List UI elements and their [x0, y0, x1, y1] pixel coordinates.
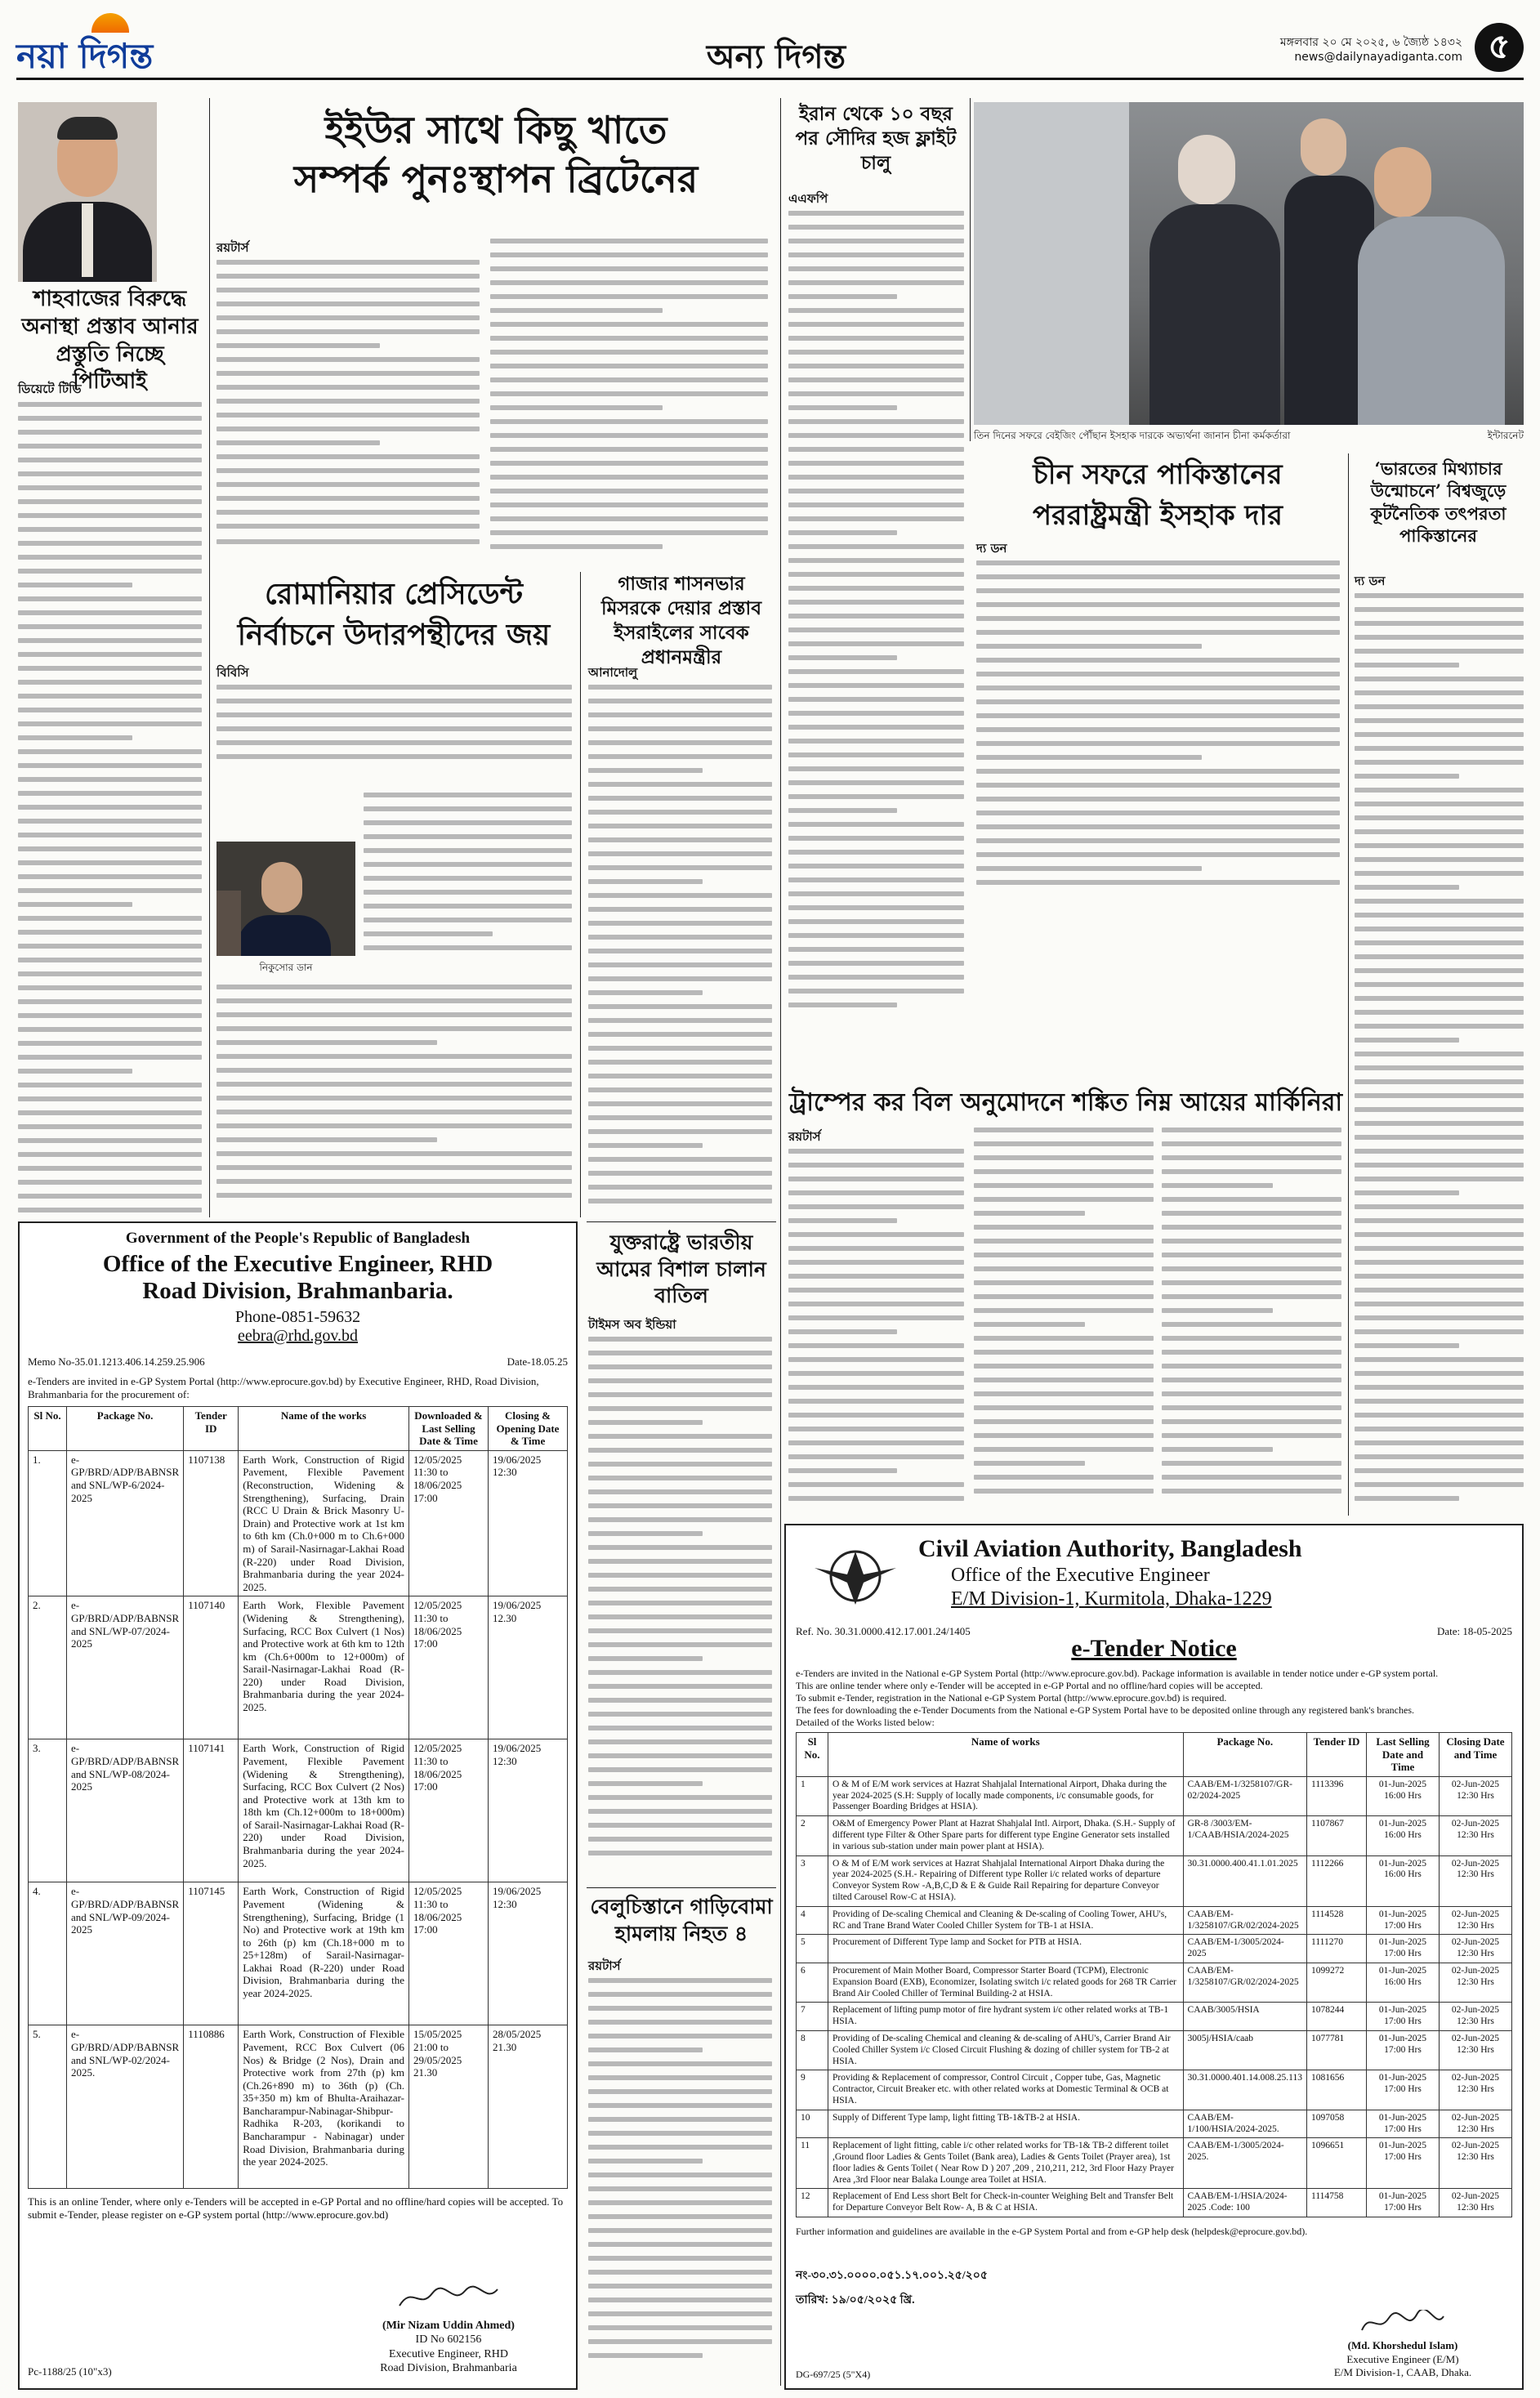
- masthead: [16, 8, 1524, 74]
- caab-row-works: O & M of E/M work services at Hazrat Shahjalal International Airport, Dhaka during the year 2024-2025 (S.H: Supply of locally made components, i/c consumable goods, for Passenger Boarding Bridges at HSIA).: [828, 1776, 1184, 1815]
- caab-row-sl: 6: [797, 1963, 828, 2002]
- rhd-row-downloaded: 12/05/2025 11:30 to 18/06/2025 17:00: [409, 1450, 489, 1596]
- table-row: [797, 1963, 1512, 2002]
- trump-body-col-3: [1162, 1128, 1341, 1516]
- caab-office: Office of the Executive Engineer: [951, 1565, 1210, 1586]
- caab-intro-4: The fees for downloading the e-Tender Documents from the National e-GP System Portal have to be deposited online through any registered bank's branches.: [796, 1704, 1414, 1716]
- caab-row-sl: 7: [797, 2003, 828, 2031]
- india-body: [1355, 593, 1524, 1516]
- photo-person-right-body: [1358, 217, 1505, 425]
- table-row: [29, 1596, 568, 1739]
- table-row: [797, 2138, 1512, 2189]
- romania-photo-crowd: [216, 891, 241, 956]
- dar-beijing-photo: [974, 102, 1524, 425]
- issue-date: মঙ্গলবার ২০ মে ২০২৫, ৬ জ্যৈষ্ঠ ১৪৩২: [1279, 36, 1462, 49]
- caab-row-sl: 2: [797, 1816, 828, 1855]
- romania-headline-1: রোমানিয়ার প্রেসিডেন্ট: [265, 577, 523, 611]
- caab-row-works: O & M of E/M work services at Hazrat Shahjalal International Airport Dhaka during the year 2024-2025 (S.H.- Repairing of Different type Roller i/c related works of departure Conveyor System Row -A,B,C,D & E & Guide Rail Repairing for departure Conveyor tilted Carousel Row-C at HSIA).: [828, 1855, 1184, 1906]
- romania-photo-face: [261, 862, 302, 913]
- rhd-row-works: Earth Work, Construction of Rigid Pavement, Flexible Pavement (Widening & Strengthening), Surfacing, RCC Box Culvert (2 Nos) and Protective work at 13th km to 18th km (Ch.12+000m to 18+000m) of Sarail-Nasirnagar-Lakhai Road (R-220) under Road Division, Brahmanbaria during the year 2024-2025.: [239, 1739, 409, 1882]
- caab-row-works: O&M of Emergency Power Plant at Hazrat Shahjalal Intl. Airport, Dhaka. (S.H.- Supply of different type Filter & Other Spare parts for different type Engine Generator sets installed in various sub-station under main power plant at HSIA).: [828, 1816, 1184, 1855]
- caab-logo: [810, 1535, 900, 1617]
- rhd-col-package: Package No.: [67, 1407, 184, 1451]
- photo-person-left-head: [1178, 135, 1235, 205]
- rhd-signer-title: Executive Engineer, RHD: [388, 2347, 508, 2360]
- romania-body-bottom: [216, 985, 572, 1213]
- rhd-office-1: Office of the Executive Engineer, RHD: [102, 1251, 493, 1277]
- uk-body-col-1: [216, 260, 480, 538]
- caab-signer-place: E/M Division-1, CAAB, Dhaka.: [1333, 2365, 1472, 2378]
- caab-row-tender-id: 1107867: [1307, 1816, 1367, 1855]
- caab-col-sl: Sl No.: [797, 1733, 828, 1777]
- gaza-body: [588, 685, 772, 1216]
- rhd-row-sl: 4.: [29, 1882, 67, 2025]
- caab-row-tender-id: 1077781: [1307, 2030, 1367, 2070]
- balochistan-body: [588, 1978, 772, 2387]
- caab-col-package: Package No.: [1183, 1733, 1306, 1777]
- china-byline: দ্য ডন: [976, 541, 1007, 556]
- caab-row-package: CAAB/EM-1/HSIA/2024-2025 .Code: 100: [1183, 2189, 1306, 2217]
- caab-intro-2: This are online tender where only e-Tender will be accepted in e-GP Portal and no offline/hard copies will be accepted.: [796, 1680, 1263, 1691]
- caab-row-last-selling: 01-Jun-2025 17:00 Hrs: [1367, 1906, 1440, 1935]
- caab-bn-ref: নং-৩০.৩১.০০০০.০৫১.১৭.০০১.২৫/২০৫: [796, 2270, 988, 2283]
- table-row: [797, 1816, 1512, 1855]
- caab-row-closing: 02-Jun-2025 12:30 Hrs: [1440, 2110, 1512, 2138]
- caab-row-tender-id: 1099272: [1307, 1963, 1367, 2002]
- rhd-row-package: e-GP/BRD/ADP/BABNSR and SNL/WP-6/2024-2025: [67, 1450, 184, 1596]
- section-rule-balochistan: [587, 1887, 776, 1888]
- caab-row-works: Replacement of End Less short Belt for Check-in-counter Weighing Belt and Transfer Belt for Departure Conveyor Belt Row- A, B & C at HSIA.: [828, 2189, 1184, 2217]
- caab-row-sl: 11: [797, 2138, 828, 2189]
- india-byline: দ্য ডন: [1355, 574, 1386, 588]
- caab-col-closing: Closing Date and Time: [1440, 1733, 1512, 1777]
- gaza-byline: আনাদোলু: [588, 665, 638, 680]
- dar-photo-caption: তিন দিনের সফরে বেইজিং পৌঁছান ইসহাক দারকে অভ্যর্থনা জানান চীনা কর্মকর্তারা: [974, 430, 1291, 441]
- caab-date: Date: 18-05-2025: [1436, 1625, 1512, 1637]
- romania-byline: বিবিসি: [216, 665, 249, 680]
- left-story-headline: শাহবাজের বিরুদ্ধে অনাস্থা প্রস্তাব আনার প্রস্তুতি নিচ্ছে পিটিআই: [21, 287, 199, 395]
- caab-row-closing: 02-Jun-2025 12:30 Hrs: [1440, 1963, 1512, 2002]
- rhd-col-closing: Closing & Opening Date & Time: [489, 1407, 568, 1451]
- uk-byline: রয়টার্স: [216, 240, 249, 255]
- table-row: [29, 2025, 568, 2189]
- uk-headline-2: সম্পর্ক পুনঃস্থাপন ব্রিটেনের: [293, 157, 699, 201]
- gaza-headline: গাজার শাসনভার মিসরকে দেয়ার প্রস্তাব ইসরাইলের সাবেক প্রধানমন্ত্রীর: [600, 573, 761, 668]
- rhd-row-sl: 3.: [29, 1739, 67, 1882]
- rhd-col-tender-id: Tender ID: [184, 1407, 239, 1451]
- left-story-body: [18, 402, 202, 1219]
- trump-headline: ট্রাম্পের কর বিল অনুমোদনে শঙ্কিত নিম্ন আয়ের মার্কিনিরা: [788, 1088, 1343, 1117]
- caab-row-package: CAAB/EM-1/3005/2024-2025: [1183, 1935, 1306, 1963]
- rhd-row-downloaded: 12/05/2025 11:30 to 18/06/2025 17:00: [409, 1882, 489, 2025]
- caab-row-tender-id: 1097058: [1307, 2110, 1367, 2138]
- rhd-row-downloaded: 12/05/2025 11:30 to 18/06/2025 17:00: [409, 1739, 489, 1882]
- romania-photo: [216, 842, 355, 956]
- caab-row-package: 3005j/HSIA/caab: [1183, 2030, 1306, 2070]
- rhd-row-package: e-GP/BRD/ADP/BABNSR and SNL/WP-02/2024-2025.: [67, 2025, 184, 2189]
- newspaper-logo: [16, 23, 253, 76]
- caab-row-last-selling: 01-Jun-2025 17:00 Hrs: [1367, 2189, 1440, 2217]
- trump-byline: রয়টার্স: [788, 1129, 821, 1144]
- caab-row-closing: 02-Jun-2025 12:30 Hrs: [1440, 1906, 1512, 1935]
- mango-body: [588, 1337, 772, 1880]
- rhd-row-sl: 5.: [29, 2025, 67, 2189]
- romania-body-side: [364, 793, 572, 980]
- caab-row-works: Providing of De-scaling Chemical and cleaning & de-scaling of AHU's, Carrier Brand Air Cooled Chiller System i/c Closed Circuit Flushing & dozing of chiller system for TB-2 at HSIA.: [828, 2030, 1184, 2070]
- caab-col-last-selling: Last Selling Date and Time: [1367, 1733, 1440, 1777]
- caab-row-last-selling: 01-Jun-2025 17:00 Hrs: [1367, 1935, 1440, 1963]
- rhd-date: Date-18.05.25: [507, 1355, 568, 1368]
- rhd-row-closing: 28/05/2025 21.30: [489, 2025, 568, 2189]
- caab-row-tender-id: 1114758: [1307, 2189, 1367, 2217]
- caab-row-last-selling: 01-Jun-2025 16:00 Hrs: [1367, 1776, 1440, 1815]
- masthead-rule: [16, 78, 1524, 80]
- trump-body-col-1: [788, 1149, 964, 1516]
- caab-notice-title: e-Tender Notice: [1071, 1635, 1237, 1662]
- caab-col-works: Name of works: [828, 1733, 1184, 1777]
- caab-row-works: Replacement of lifting pump motor of fire hydrant system i/c other related works at TB-1 HSIA.: [828, 2003, 1184, 2031]
- rhd-col-works: Name of the works: [239, 1407, 409, 1451]
- column-rule-4: [970, 98, 971, 441]
- rhd-email: eebra@rhd.gov.bd: [237, 1327, 359, 1345]
- caab-row-last-selling: 01-Jun-2025 17:00 Hrs: [1367, 2070, 1440, 2110]
- caab-signature-block: [1301, 2310, 1505, 2379]
- caab-title: Civil Aviation Authority, Bangladesh: [918, 1535, 1302, 1562]
- caab-row-package: CAAB/3005/HSIA: [1183, 2003, 1306, 2031]
- table-row: [797, 2003, 1512, 2031]
- portrait-tie: [82, 203, 93, 277]
- table-row: [797, 2030, 1512, 2070]
- rhd-row-tender-id: 1107140: [184, 1596, 239, 1739]
- column-rule-1: [209, 98, 210, 1217]
- rhd-notice: [18, 1221, 578, 2390]
- hajj-byline: এএফপি: [788, 191, 828, 206]
- caab-row-closing: 02-Jun-2025 12:30 Hrs: [1440, 1855, 1512, 1906]
- balochistan-byline: রয়টার্স: [588, 1958, 621, 1973]
- caab-row-package: 30.31.0000.401.14.008.25.113: [1183, 2070, 1306, 2110]
- caab-row-package: CAAB/EM-1/3258107/GR/02/2024-2025: [1183, 1963, 1306, 2002]
- caab-row-sl: 12: [797, 2189, 828, 2217]
- caab-row-last-selling: 01-Jun-2025 16:00 Hrs: [1367, 1816, 1440, 1855]
- caab-row-closing: 02-Jun-2025 12:30 Hrs: [1440, 1935, 1512, 1963]
- column-rule-5: [1348, 453, 1349, 1516]
- mango-headline: যুক্তরাষ্ট্রে ভারতীয় আমের বিশাল চালান বাতিল: [596, 1230, 766, 1307]
- caab-row-tender-id: 1078244: [1307, 2003, 1367, 2031]
- rhd-signer: (Mir Nizam Uddin Ahmed): [382, 2319, 515, 2332]
- rhd-memo: Memo No-35.01.1213.406.14.259.25.906: [28, 1355, 205, 1368]
- table-row: [29, 1450, 568, 1596]
- caab-division: E/M Division-1, Kurmitola, Dhaka-1229: [951, 1588, 1272, 1610]
- caab-row-closing: 02-Jun-2025 12:30 Hrs: [1440, 2070, 1512, 2110]
- aircraft-door: [974, 102, 1129, 425]
- caab-bn-date: তারিখ: ১৯/০৫/২০২৫ খ্রি.: [796, 2294, 915, 2307]
- caab-row-last-selling: 01-Jun-2025 16:00 Hrs: [1367, 1855, 1440, 1906]
- portrait-hair: [57, 117, 118, 140]
- table-row: [797, 2070, 1512, 2110]
- caab-row-sl: 8: [797, 2030, 828, 2070]
- rhd-signer-id: ID No 602156: [415, 2333, 482, 2346]
- hajj-headline: ইরান থেকে ১০ বছর পর সৌদির হজ ফ্লাইট চালু: [795, 103, 957, 174]
- caab-row-closing: 02-Jun-2025 12:30 Hrs: [1440, 1776, 1512, 1815]
- photo-person-mid-head: [1301, 118, 1346, 176]
- rhd-col-downloaded: Downloaded & Last Selling Date & Time: [409, 1407, 489, 1451]
- table-row: [797, 2110, 1512, 2138]
- caab-row-package: 30.31.0000.400.41.1.01.2025: [1183, 1855, 1306, 1906]
- uk-headline-1: ইইউর সাথে কিছু খাতে: [324, 108, 667, 152]
- rhd-row-tender-id: 1107145: [184, 1882, 239, 2025]
- rhd-tender-table: [28, 1406, 568, 2189]
- rhd-signature-icon: [395, 2281, 502, 2314]
- trump-body-col-2: [974, 1128, 1154, 1516]
- section-rule-mango: [587, 1221, 776, 1222]
- rhd-row-works: Earth Work, Construction of Rigid Pavement, Flexible Pavement (Reconstruction, Widening & Strengthening), Surfacing, Drain (RCC U Drain & Brick Masonry U-Drain) and Protective work at 1st km to 6th km (Ch.0+000 m to Ch.6+000 m) of Sarail-Nasirnagar-Lakhai Road (R-220) under Road Division, Brahmanbaria during the year 2024-2025.: [239, 1450, 409, 1596]
- rhd-row-works: Earth Work, Construction of Rigid Pavement (Widening & Strengthening), Surfacing, Bridge (1 No) and Protective work at 19th km to 26th (p) km (Ch.18+000 m to 25+128m) of Sarail-Nasirnagar-Lakhai Road (R-220) under Road Division, Brahmanbaria during the year 2024-2025.: [239, 1882, 409, 2025]
- caab-row-sl: 10: [797, 2110, 828, 2138]
- china-body: [976, 560, 1340, 916]
- rhd-row-sl: 1.: [29, 1450, 67, 1596]
- caab-intro-1: e-Tenders are invited in the National e-GP System Portal (http://www.eprocure.gov.bd). Package information is available in tender notice under e-GP system portal.: [796, 1668, 1439, 1679]
- caab-row-closing: 02-Jun-2025 12:30 Hrs: [1440, 2003, 1512, 2031]
- table-row: [29, 1739, 568, 1882]
- caab-row-closing: 02-Jun-2025 12:30 Hrs: [1440, 2030, 1512, 2070]
- table-row: [797, 1935, 1512, 1963]
- caab-row-tender-id: 1114528: [1307, 1906, 1367, 1935]
- section-title: অন্য দিগন্ত: [706, 38, 846, 76]
- caab-row-works: Supply of Different Type lamp, light fitting TB-1&TB-2 at HSIA.: [828, 2110, 1184, 2138]
- table-row: [797, 1906, 1512, 1935]
- uk-body-col-2: [490, 239, 768, 565]
- rhd-phone: Phone-0851-59632: [234, 1308, 361, 1326]
- caab-row-closing: 02-Jun-2025 12:30 Hrs: [1440, 2138, 1512, 2189]
- rhd-signer-place: Road Division, Brahmanbaria: [380, 2362, 517, 2374]
- caab-row-tender-id: 1096651: [1307, 2138, 1367, 2189]
- caab-signer-title: Executive Engineer (E/M): [1346, 2352, 1459, 2365]
- caab-dg-ref: DG-697/25 (5"X4): [796, 2369, 871, 2380]
- caab-row-closing: 02-Jun-2025 12:30 Hrs: [1440, 1816, 1512, 1855]
- table-row: [797, 1776, 1512, 1815]
- caab-row-sl: 9: [797, 2070, 828, 2110]
- caab-row-last-selling: 01-Jun-2025 17:00 Hrs: [1367, 2138, 1440, 2189]
- dar-photo-credit: ইন্টারনেট: [1487, 430, 1524, 441]
- caab-col-tender-id: Tender ID: [1307, 1733, 1367, 1777]
- caab-row-tender-id: 1111270: [1307, 1935, 1367, 1963]
- caab-row-sl: 3: [797, 1855, 828, 1906]
- caab-row-works: Procurement of Main Mother Board, Compressor Starter Board (TCPM), Electronic Expansion Board (EXB), Economizer, Isolating switch i/c related goods for 268 TR Carrier Brand Air Cooled Chiller of Terminal Building-2 at HSIA.: [828, 1963, 1184, 2002]
- caab-row-sl: 1: [797, 1776, 828, 1815]
- caab-row-tender-id: 1113396: [1307, 1776, 1367, 1815]
- rhd-row-sl: 2.: [29, 1596, 67, 1739]
- page-number: ৫: [1488, 26, 1511, 66]
- caab-row-package: CAAB/EM-1/3258107/GR-02/2024-2025: [1183, 1776, 1306, 1815]
- caab-signature-icon: [1358, 2310, 1448, 2336]
- rhd-row-package: e-GP/BRD/ADP/BABNSR and SNL/WP-09/2024-2025: [67, 1882, 184, 2025]
- news-email: news@dailynayadiganta.com: [1294, 51, 1462, 64]
- photo-person-right-head: [1374, 147, 1431, 217]
- rhd-row-package: e-GP/BRD/ADP/BABNSR and SNL/WP-08/2024-2025: [67, 1739, 184, 1882]
- rhd-row-works: Earth Work, Construction of Flexible Pavement, RCC Box Culvert (06 Nos) & Bridge (2 Nos), Drain and Protective work from 27th (p) km (Ch.26+890 m) to 36th (p) (Ch. 35+350 m) km of Bhulta-Araihazar-Bancharampur-Nabinagar-Shibpur-Radhika R-203, (korikandi to Bancharampur - Nabinagar) under Road Division, Brahmanbaria during the year 2024-2025.: [239, 2025, 409, 2189]
- caab-tender-table: [796, 1732, 1512, 2217]
- shahbaz-portrait: [18, 102, 157, 282]
- caab-table-header: [797, 1733, 1512, 1777]
- column-rule-2: [580, 572, 581, 1217]
- caab-row-closing: 02-Jun-2025 12:30 Hrs: [1440, 2189, 1512, 2217]
- balochistan-headline: বেলুচিস্তানে গাড়িবোমা হামলায় নিহত ৪: [590, 1895, 773, 1945]
- caab-intro-3: To submit e-Tender, registration in the National e-GP System Portal (http://www.eprocure.gov.bd) is required.: [796, 1692, 1227, 1704]
- table-row: [797, 1855, 1512, 1906]
- caab-ref: Ref. No. 30.31.0000.412.17.001.24/1405: [796, 1625, 971, 1637]
- china-headline-2: পররাষ্ট্রমন্ত্রী ইসহাক দার: [1033, 499, 1283, 532]
- caab-row-tender-id: 1081656: [1307, 2070, 1367, 2110]
- uk-body-col-1b: [216, 539, 480, 564]
- india-headline: ‘ভারতের মিথ্যাচার উন্মোচনে’ বিশ্বজুড়ে কূটনৈতিক তৎপরতা পাকিস্তানের: [1370, 458, 1507, 546]
- caab-row-tender-id: 1112266: [1307, 1855, 1367, 1906]
- rhd-row-closing: 19/06/2025 12:30: [489, 1882, 568, 2025]
- rhd-table-header: [29, 1407, 568, 1451]
- caab-row-works: Replacement of light fitting, cable i/c other related works for TB-1& TB-2 different toilet ,Ground floor Ladies & Gents Toilet (Bank area), Ladies & Gents Toilet (Prayer area), 1st floor ladies & Gents Toilet ( Near Row D ) 207 ,209 , 210,211, 212, 3rd Floor Hazy Prayer Area ,3rd Floor near Balaka Lounge area Toilet at HSIA.: [828, 2138, 1184, 2189]
- caab-intro-5: Detailed of the Works listed below:: [796, 1717, 935, 1728]
- mango-byline: টাইমস অব ইন্ডিয়া: [588, 1317, 676, 1332]
- caab-row-works: Procurement of Different Type lamp and Socket for PTB at HSIA.: [828, 1935, 1184, 1963]
- caab-row-works: Providing & Replacement of compressor, Control Circuit , Copper tube, Gas, Magnetic Contractor, Circuit Breaker etc. with other related works at Domestic Terminal & OCB at HSIA.: [828, 2070, 1184, 2110]
- rhd-memo-row: [28, 1355, 568, 1369]
- caab-row-last-selling: 01-Jun-2025 16:00 Hrs: [1367, 1963, 1440, 2002]
- rhd-row-tender-id: 1107141: [184, 1739, 239, 1882]
- rhd-row-closing: 19/06/2025 12:30: [489, 1739, 568, 1882]
- left-story-byline: ডিয়েটে টিভি: [18, 382, 82, 396]
- romania-photo-suit: [237, 915, 331, 956]
- rhd-col-sl: Sl No.: [29, 1407, 67, 1451]
- caab-row-package: GR-8 /3003/EM-1/CAAB/HSIA/2024-2025: [1183, 1816, 1306, 1855]
- table-row: [797, 2189, 1512, 2217]
- caab-row-last-selling: 01-Jun-2025 17:00 Hrs: [1367, 2110, 1440, 2138]
- caab-row-last-selling: 01-Jun-2025 17:00 Hrs: [1367, 2003, 1440, 2031]
- table-row: [29, 1882, 568, 2025]
- rhd-row-closing: 19/06/2025 12:30: [489, 1450, 568, 1596]
- rhd-gov-line: Government of the People's Republic of Bangladesh: [125, 1230, 471, 1247]
- rhd-intro: e-Tenders are invited in e-GP System Portal (http://www.eprocure.gov.bd) by Executive Engineer, RHD, Road Division, Brahmanbaria for the procurement of:: [28, 1375, 539, 1400]
- rhd-office-2: Road Division, Brahmanbaria.: [142, 1278, 453, 1304]
- caab-row-package: CAAB/EM-1/100/HSIA/2024-2025.: [1183, 2110, 1306, 2138]
- hajj-body: [788, 211, 964, 1077]
- rhd-row-tender-id: 1110886: [184, 2025, 239, 2189]
- rhd-row-works: Earth Work, Flexible Pavement (Widening & Strengthening), Surfacing, RCC Box Culvert (1 Nos) and Protective work at 6th km to 12th km (Ch.6+000m to 12+000m) of Sarail-Nasirnagar-Lakhai Road (R-220) under Road Division, Brahmanbaria during the year 2024-2025.: [239, 1596, 409, 1739]
- rhd-row-downloaded: 12/05/2025 11:30 to 18/06/2025 17:00: [409, 1596, 489, 1739]
- romania-headline-2: নির্বাচনে উদারপন্থীদের জয়: [237, 618, 551, 652]
- logo-text: নয়া দিগন্ত: [16, 36, 154, 76]
- rhd-row-closing: 19/06/2025 12.30: [489, 1596, 568, 1739]
- rhd-row-package: e-GP/BRD/ADP/BABNSR and SNL/WP-07/2024-2025: [67, 1596, 184, 1739]
- caab-row-sl: 5: [797, 1935, 828, 1963]
- photo-person-left-body: [1149, 204, 1280, 425]
- page-number-badge: [1475, 23, 1524, 72]
- china-headline-1: চীন সফরে পাকিস্তানের: [1033, 458, 1283, 491]
- romania-body-top: [216, 685, 572, 783]
- caab-footer: Further information and guidelines are available in the e-GP System Portal and from e-GP help desk (helpdesk@eprocure.gov.bd).: [796, 2226, 1308, 2238]
- romania-photo-caption: নিকুসোর ডান: [259, 962, 313, 973]
- rhd-row-downloaded: 15/05/2025 21:00 to 29/05/2025 21.30: [409, 2025, 489, 2189]
- caab-row-sl: 4: [797, 1906, 828, 1935]
- caab-notice: [784, 1524, 1524, 2390]
- rhd-signature-block: [330, 2281, 567, 2376]
- rhd-row-tender-id: 1107138: [184, 1450, 239, 1596]
- rhd-ref: Pc-1188/25 (10"x3): [28, 2365, 112, 2378]
- caab-row-package: CAAB/EM-1/3005/2024-2025.: [1183, 2138, 1306, 2189]
- caab-row-package: CAAB/EM-1/3258107/GR/02/2024-2025: [1183, 1906, 1306, 1935]
- column-rule-3: [780, 98, 781, 2386]
- caab-emblem-icon: [810, 1535, 900, 1617]
- caab-signer: (Md. Khorshedul Islam): [1347, 2339, 1458, 2352]
- caab-row-works: Providing of De-scaling Chemical and Cleaning & De-scaling of Cooling Tower, AHU's, RC and Trane Brand Water Cooled Chiller System for TB-1 at HSIA.: [828, 1906, 1184, 1935]
- rhd-footer: This is an online Tender, where only e-Tenders will be accepted in e-GP Portal and no offline/hard copies will be accepted. To submit e-Tender, please register on e-GP system portal (http://www.eprocure.gov.bd): [28, 2195, 564, 2222]
- caab-row-last-selling: 01-Jun-2025 17:00 Hrs: [1367, 2030, 1440, 2070]
